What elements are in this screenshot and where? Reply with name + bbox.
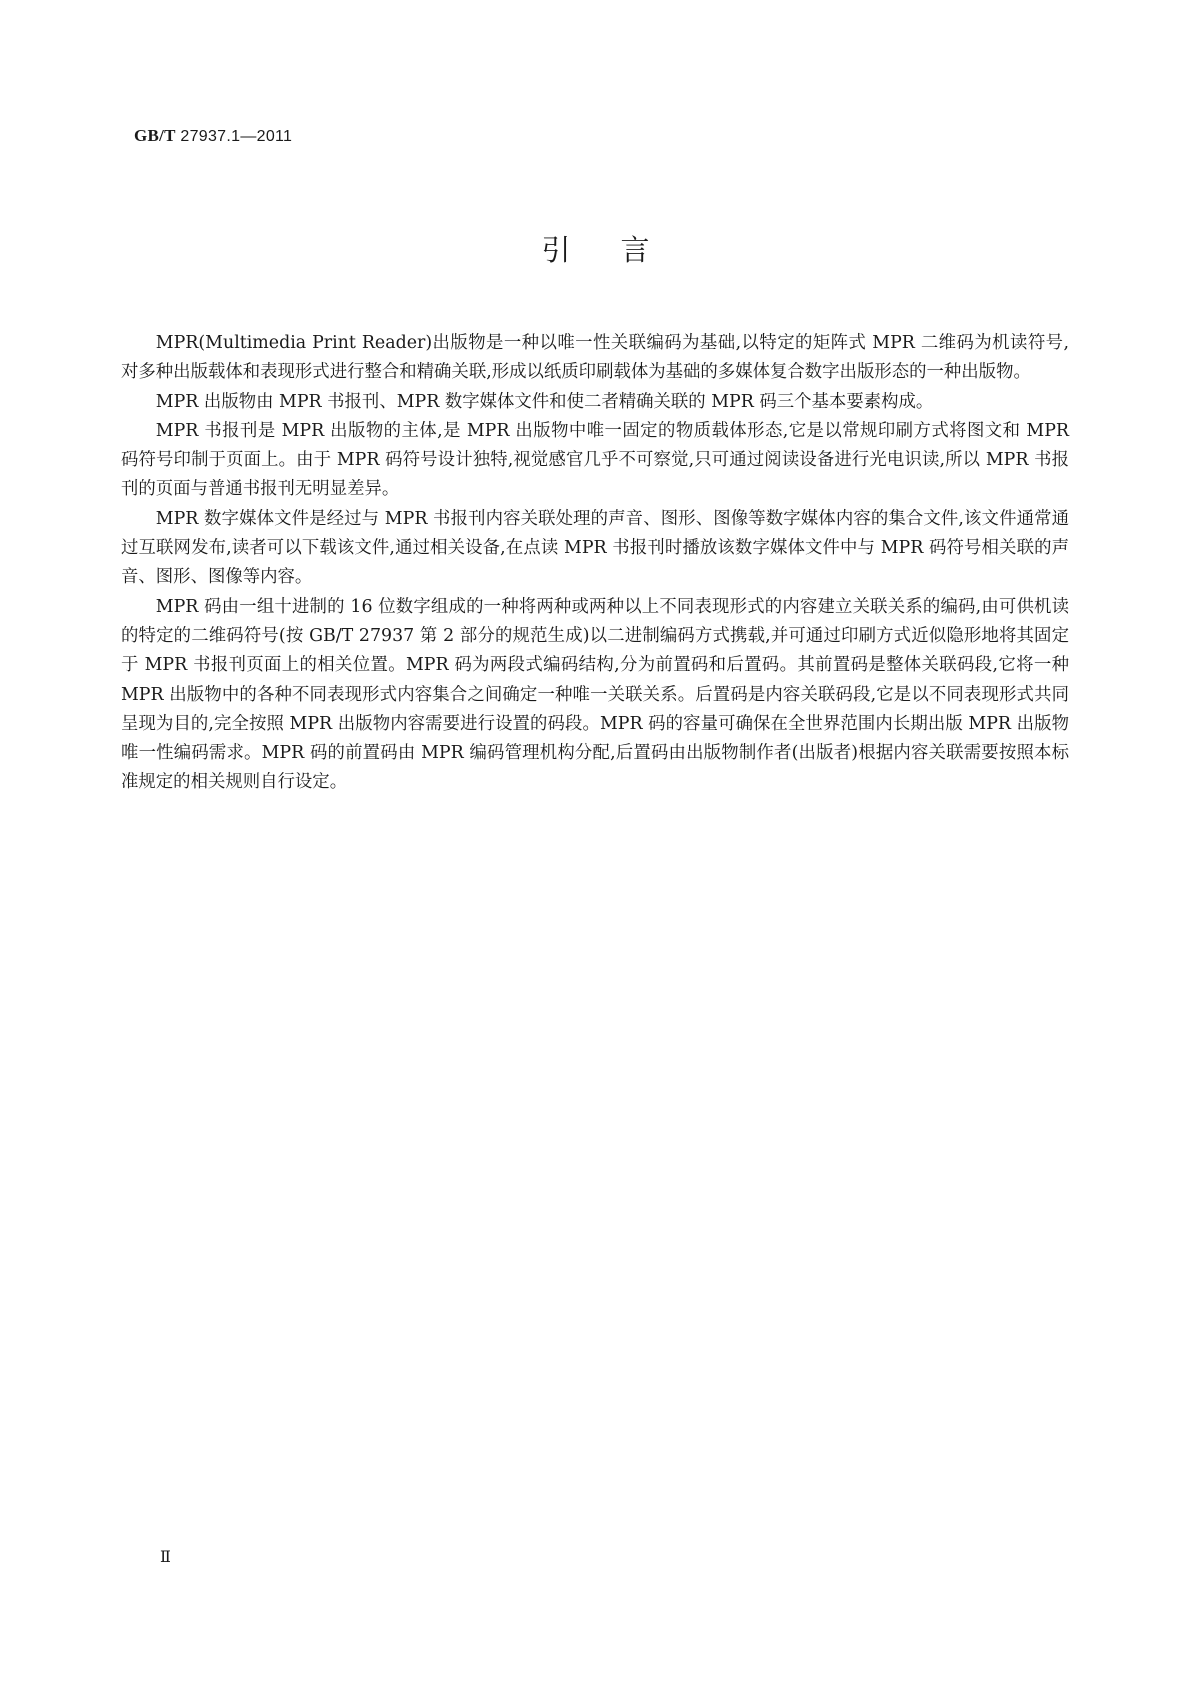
introduction-body [121,329,1069,798]
paragraph: MPR(Multimedia Print Reader)出版物是一种以唯一性关联编码为基础,以特定的矩阵式 MPR 二维码为机读符号,对多种出版载体和表现形式进行整合和精确关联,形成以纸质印刷载体为基础的多媒体复合数字出版形态的一种出版物。 [121,333,1069,383]
standard-number: 27937.1—2011 [180,128,293,145]
paragraph: MPR 码由一组十进制的 16 位数字组成的一种将两种或两种以上不同表现形式的内容建立关联关系的编码,由可供机读的特定的二维码符号(按 GB/T 27937 第 2 部分的规范生成)以二进制编码方式携载,并可通过印刷方式近似隐形地将其固定于 MPR 书报刊页面上的相关位置。MPR 码为两段式编码结构,分为前置码和后置码。其前置码是整体关联码段,它将一种 MPR 出版物中的各种不同表现形式内容集合之间确定一种唯一关联关系。后置码是内容关联码段,它是以不同表现形式共同呈现为目的,完全按照 MPR 出版物内容需要进行设置的码段。MPR 码的容量可确保在全世界范围内长期出版 MPR 出版物唯一性编码需求。MPR 码的前置码由 MPR 编码管理机构分配,后置码由出版物制作者(出版者)根据内容关联需要按照本标准规定的相关规则自行设定。 [121,596,1069,793]
paragraph: MPR 书报刊是 MPR 出版物的主体,是 MPR 出版物中唯一固定的物质载体形态,它是以常规印刷方式将图文和 MPR 码符号印制于页面上。由于 MPR 码符号设计独特,视觉感官几乎不可察觉,只可通过阅读设备进行光电识读,所以 MPR 书报刊的页面与普通书报刊无明显差异。 [121,420,1069,500]
standard-prefix: GB/T [134,126,176,145]
paragraph: MPR 出版物由 MPR 书报刊、MPR 数字媒体文件和使二者精确关联的 MPR 码三个基本要素构成。 [155,391,934,412]
page-number: Ⅱ [160,1549,171,1566]
page-title: 引言 [541,233,700,267]
standard-code [134,126,292,146]
paragraph: MPR 数字媒体文件是经过与 MPR 书报刊内容关联处理的声音、图形、图像等数字媒体内容的集合文件,该文件通常通过互联网发布,读者可以下载该文件,通过相关设备,在点读 MPR 书报刊时播放该数字媒体文件中与 MPR 码符号相关联的声音、图形、图像等内容。 [121,508,1069,588]
